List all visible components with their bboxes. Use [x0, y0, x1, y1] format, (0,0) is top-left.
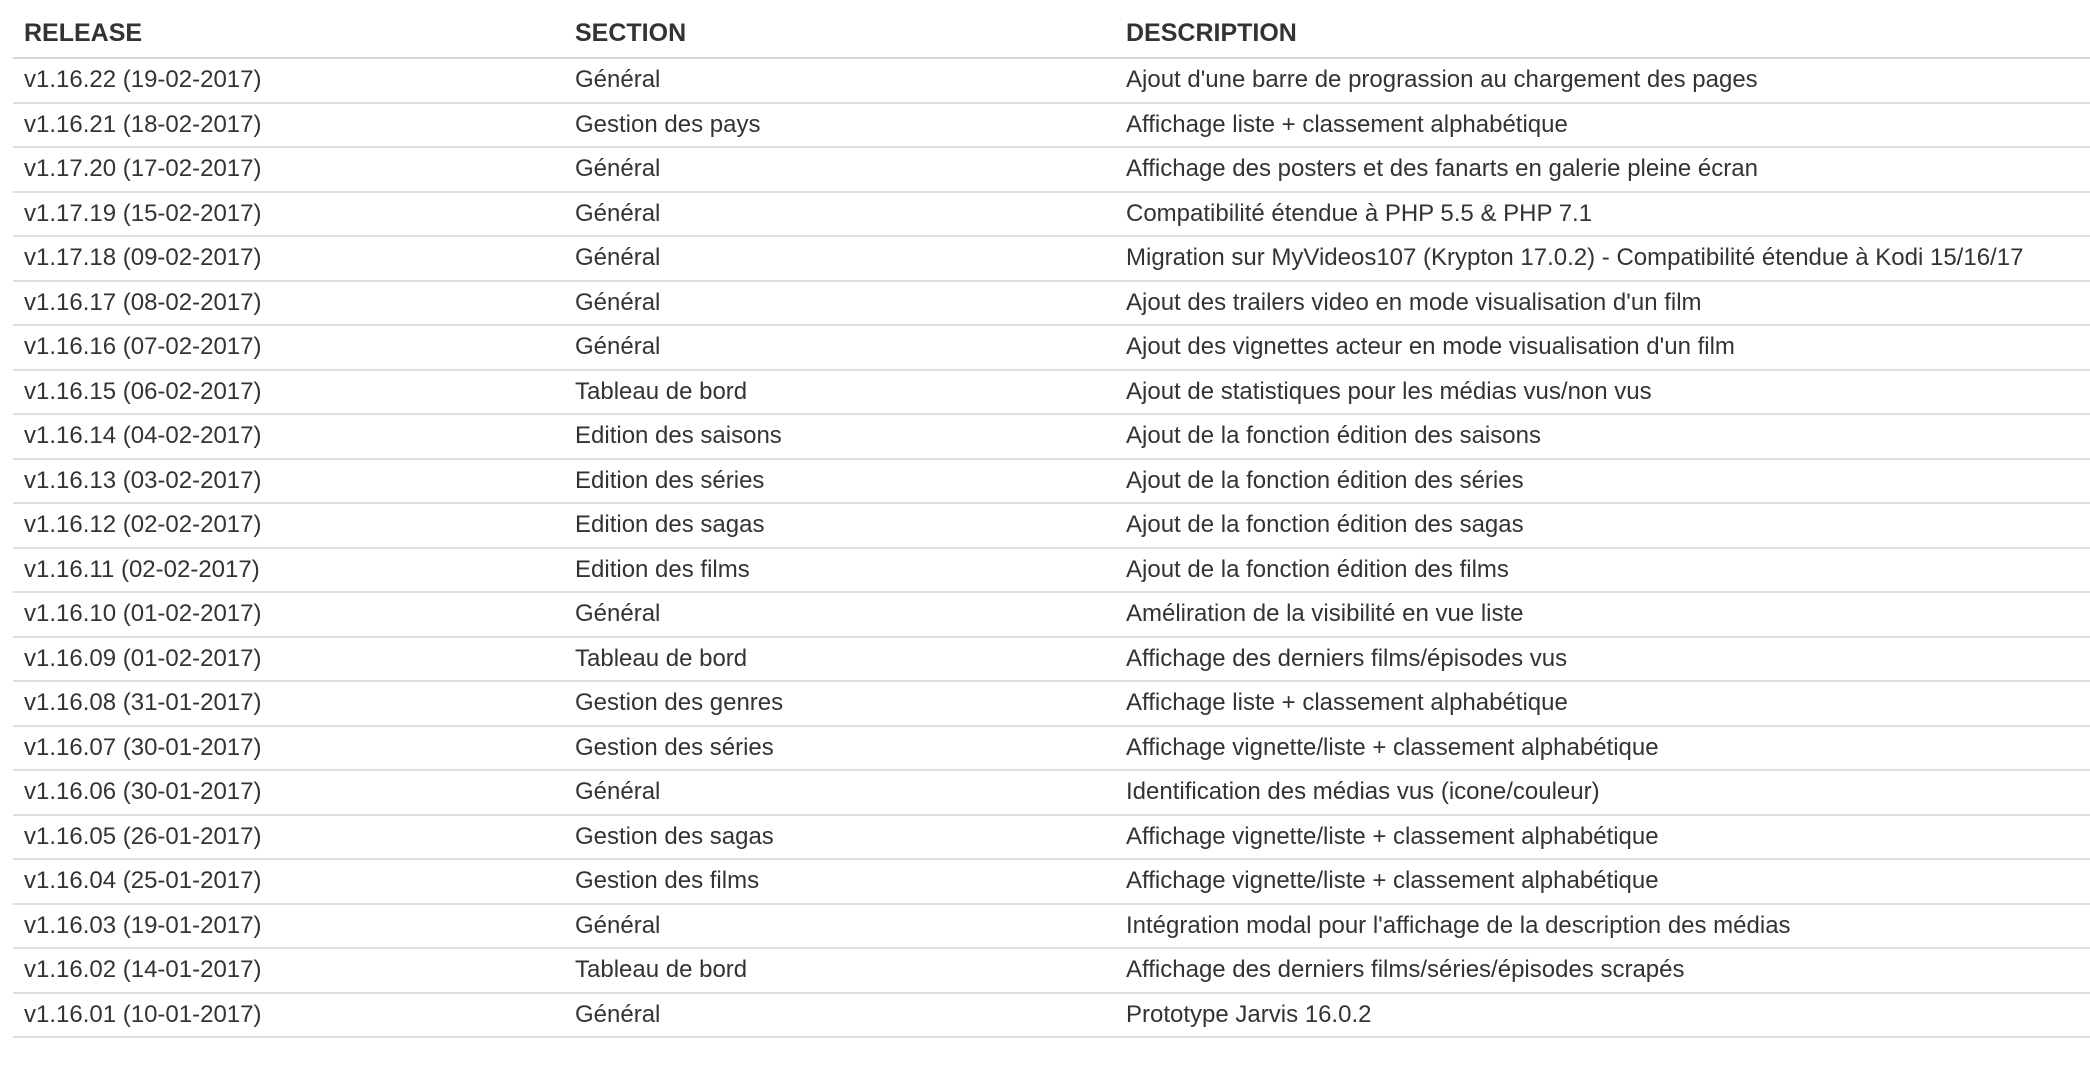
cell-release: v1.16.13 (03-02-2017) [13, 459, 564, 504]
cell-description: Affichage vignette/liste + classement alphabétique [1115, 859, 2090, 904]
cell-description: Prototype Jarvis 16.0.2 [1115, 993, 2090, 1038]
header-section: SECTION [564, 0, 1115, 58]
cell-section: Edition des saisons [564, 414, 1115, 459]
cell-description: Affichage vignette/liste + classement alphabétique [1115, 815, 2090, 860]
table-row [13, 993, 2090, 1038]
changelog-table-container [13, 0, 2090, 1038]
cell-release: v1.16.11 (02-02-2017) [13, 548, 564, 593]
header-description: DESCRIPTION [1115, 0, 2090, 58]
cell-description: Identification des médias vus (icone/couleur) [1115, 770, 2090, 815]
table-row [13, 815, 2090, 860]
cell-section: Edition des sagas [564, 503, 1115, 548]
cell-release: v1.17.19 (15-02-2017) [13, 192, 564, 237]
table-row [13, 325, 2090, 370]
table-row [13, 637, 2090, 682]
cell-release: v1.16.10 (01-02-2017) [13, 592, 564, 637]
cell-release: v1.16.15 (06-02-2017) [13, 370, 564, 415]
table-row [13, 281, 2090, 326]
cell-release: v1.16.04 (25-01-2017) [13, 859, 564, 904]
table-body [13, 58, 2090, 1037]
table-row [13, 726, 2090, 771]
table-row [13, 948, 2090, 993]
cell-release: v1.16.05 (26-01-2017) [13, 815, 564, 860]
cell-release: v1.16.14 (04-02-2017) [13, 414, 564, 459]
cell-description: Compatibilité étendue à PHP 5.5 & PHP 7.1 [1115, 192, 2090, 237]
table-row [13, 236, 2090, 281]
table-header [13, 0, 2090, 58]
cell-section: Général [564, 770, 1115, 815]
cell-description: Affichage des derniers films/épisodes vus [1115, 637, 2090, 682]
cell-release: v1.16.03 (19-01-2017) [13, 904, 564, 949]
cell-release: v1.16.12 (02-02-2017) [13, 503, 564, 548]
cell-description: Affichage vignette/liste + classement alphabétique [1115, 726, 2090, 771]
cell-release: v1.16.06 (30-01-2017) [13, 770, 564, 815]
cell-description: Affichage des derniers films/séries/épisodes scrapés [1115, 948, 2090, 993]
cell-description: Ajout des trailers video en mode visualisation d'un film [1115, 281, 2090, 326]
cell-release: v1.16.17 (08-02-2017) [13, 281, 564, 326]
cell-description: Ajout de statistiques pour les médias vus/non vus [1115, 370, 2090, 415]
cell-release: v1.16.22 (19-02-2017) [13, 58, 564, 103]
cell-section: Général [564, 993, 1115, 1038]
cell-section: Général [564, 192, 1115, 237]
cell-description: Affichage liste + classement alphabétique [1115, 681, 2090, 726]
cell-release: v1.16.07 (30-01-2017) [13, 726, 564, 771]
cell-description: Affichage liste + classement alphabétique [1115, 103, 2090, 148]
cell-section: Tableau de bord [564, 637, 1115, 682]
cell-description: Ajout de la fonction édition des sagas [1115, 503, 2090, 548]
table-row [13, 681, 2090, 726]
table-row [13, 414, 2090, 459]
cell-section: Général [564, 592, 1115, 637]
cell-section: Général [564, 281, 1115, 326]
cell-release: v1.17.20 (17-02-2017) [13, 147, 564, 192]
table-row [13, 147, 2090, 192]
cell-section: Général [564, 325, 1115, 370]
table-row [13, 904, 2090, 949]
cell-release: v1.16.02 (14-01-2017) [13, 948, 564, 993]
cell-release: v1.16.01 (10-01-2017) [13, 993, 564, 1038]
cell-description: Intégration modal pour l'affichage de la description des médias [1115, 904, 2090, 949]
cell-release: v1.16.09 (01-02-2017) [13, 637, 564, 682]
table-row [13, 592, 2090, 637]
table-row [13, 370, 2090, 415]
cell-section: Général [564, 147, 1115, 192]
changelog-table [13, 0, 2090, 1038]
cell-release: v1.16.08 (31-01-2017) [13, 681, 564, 726]
table-row [13, 58, 2090, 103]
table-row [13, 192, 2090, 237]
cell-description: Ajout d'une barre de prograssion au chargement des pages [1115, 58, 2090, 103]
table-row [13, 503, 2090, 548]
cell-description: Ajout de la fonction édition des films [1115, 548, 2090, 593]
cell-description: Affichage des posters et des fanarts en galerie pleine écran [1115, 147, 2090, 192]
cell-release: v1.16.16 (07-02-2017) [13, 325, 564, 370]
cell-section: Général [564, 58, 1115, 103]
table-row [13, 859, 2090, 904]
cell-release: v1.16.21 (18-02-2017) [13, 103, 564, 148]
cell-section: Edition des films [564, 548, 1115, 593]
cell-section: Général [564, 904, 1115, 949]
table-row [13, 103, 2090, 148]
header-row [13, 0, 2090, 58]
cell-description: Ajout de la fonction édition des saisons [1115, 414, 2090, 459]
table-row [13, 459, 2090, 504]
cell-description: Améliration de la visibilité en vue liste [1115, 592, 2090, 637]
cell-release: v1.17.18 (09-02-2017) [13, 236, 564, 281]
cell-section: Edition des séries [564, 459, 1115, 504]
cell-section: Gestion des sagas [564, 815, 1115, 860]
cell-section: Gestion des films [564, 859, 1115, 904]
header-release: RELEASE [13, 0, 564, 58]
table-row [13, 770, 2090, 815]
cell-section: Gestion des genres [564, 681, 1115, 726]
cell-section: Gestion des pays [564, 103, 1115, 148]
cell-section: Tableau de bord [564, 948, 1115, 993]
cell-section: Général [564, 236, 1115, 281]
table-row [13, 548, 2090, 593]
cell-description: Ajout des vignettes acteur en mode visualisation d'un film [1115, 325, 2090, 370]
cell-section: Tableau de bord [564, 370, 1115, 415]
cell-description: Migration sur MyVideos107 (Krypton 17.0.2) - Compatibilité étendue à Kodi 15/16/17 [1115, 236, 2090, 281]
cell-section: Gestion des séries [564, 726, 1115, 771]
cell-description: Ajout de la fonction édition des séries [1115, 459, 2090, 504]
